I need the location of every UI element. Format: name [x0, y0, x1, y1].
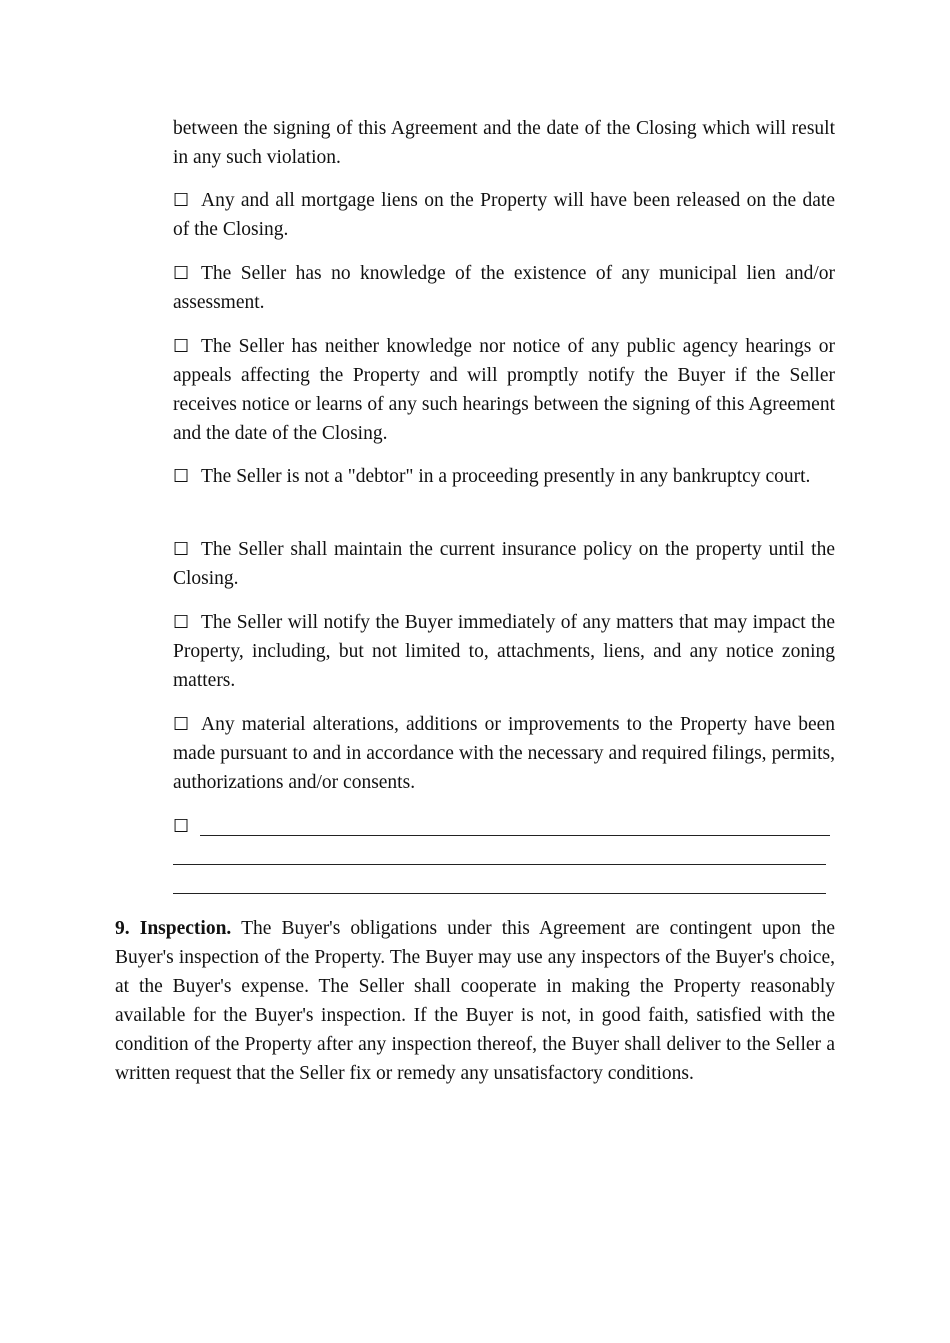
blank-fill-line[interactable] — [173, 893, 826, 894]
checklist-item — [173, 710, 835, 797]
checklist-item — [173, 535, 835, 593]
checkbox[interactable]: ☐ — [173, 190, 190, 211]
checklist-item-text: The Seller will notify the Buyer immediately of any matters that may impact the Property, including, but not limited to, attachments, liens, and any notice zoning matters. — [173, 612, 835, 691]
checkbox[interactable]: ☐ — [173, 336, 190, 357]
blank-fill-line[interactable] — [200, 835, 830, 836]
checklist-item — [173, 259, 835, 317]
checkbox[interactable]: ☐ — [173, 612, 190, 633]
checklist-item-text: Any and all mortgage liens on the Property will have been released on the date of the Closing. — [173, 190, 835, 240]
section-body: The Buyer's obligations under this Agreement are contingent upon the Buyer's inspection of the Property. The Buyer may use any inspectors of the Buyer's choice, at the Buyer's expense. The Seller shall cooperate in making the Property reasonably available for the Buyer's inspection. If the Buyer is not, in good faith, satisfied with the condition of the Property after any inspection thereof, the Buyer shall deliver to the Seller a written request that the Seller fix or remedy any unsatisfactory conditions. — [115, 918, 835, 1084]
checkbox[interactable]: ☐ — [173, 539, 190, 560]
checklist-item — [173, 186, 835, 244]
section-heading: 9. Inspection. — [115, 918, 232, 939]
section-inspection — [115, 914, 835, 1088]
checklist-item-text: The Seller has neither knowledge nor notice of any public agency hearings or appeals affecting the Property and will promptly notify the Buyer if the Seller receives notice or learns of any such hearings between the signing of this Agreement and the date of the Closing. — [173, 336, 835, 444]
checklist-item-text: Any material alterations, additions or improvements to the Property have been made pursuant to and in accordance with the necessary and required filings, permits, authorizations and/or consents. — [173, 714, 835, 793]
checkbox[interactable]: ☐ — [173, 714, 190, 735]
checkbox[interactable]: ☐ — [173, 263, 190, 284]
checklist-item — [173, 608, 835, 695]
continuation-paragraph: between the signing of this Agreement and the date of the Closing which will result in any such violation. — [173, 118, 835, 168]
checklist-item-text: The Seller shall maintain the current insurance policy on the property until the Closing. — [173, 539, 835, 589]
checklist-item-text: The Seller is not a "debtor" in a proceeding presently in any bankruptcy court. — [201, 466, 811, 487]
checkbox[interactable]: ☐ — [173, 466, 190, 487]
checklist-item — [173, 332, 835, 448]
blank-fill-line[interactable] — [173, 864, 826, 865]
checkbox[interactable]: ☐ — [173, 816, 190, 837]
checklist-item — [173, 462, 835, 491]
checklist-item-text: The Seller has no knowledge of the existence of any municipal lien and/or assessment. — [173, 263, 835, 313]
